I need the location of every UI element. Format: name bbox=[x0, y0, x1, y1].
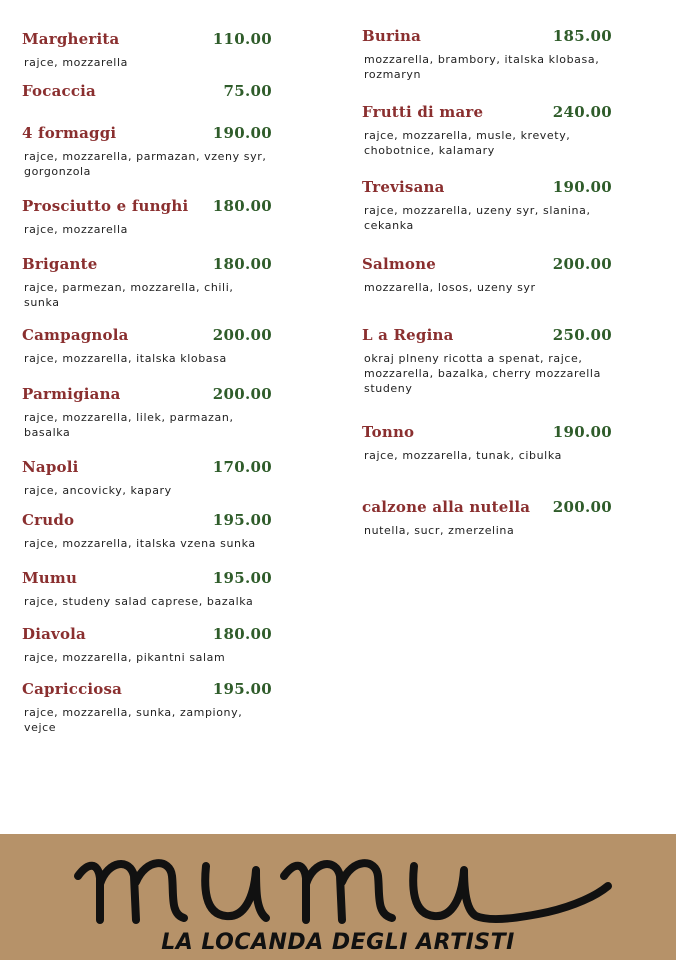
item-name: Salmone bbox=[362, 255, 436, 273]
item-price: 180.00 bbox=[212, 197, 272, 215]
item-description: rajce, mozzarella, uzeny syr, slanina, cekanka bbox=[364, 204, 591, 232]
item-description: mozzarella, losos, uzeny syr bbox=[364, 281, 536, 294]
menu-item bbox=[22, 30, 272, 70]
menu-item bbox=[362, 498, 612, 538]
menu-item bbox=[362, 178, 612, 233]
item-description: mozzarella, brambory, italska klobasa, rozmaryn bbox=[364, 53, 600, 81]
menu-item bbox=[362, 27, 612, 82]
menu-item bbox=[362, 255, 612, 295]
menu-item bbox=[22, 197, 272, 237]
item-description: rajce, mozzarella, sunka, zampiony, vejce bbox=[24, 706, 243, 734]
item-name: Parmigiana bbox=[22, 385, 121, 403]
item-name: Trevisana bbox=[362, 178, 445, 196]
menu-item bbox=[22, 385, 272, 440]
item-name: Prosciutto e funghi bbox=[22, 197, 189, 215]
menu-item bbox=[362, 423, 612, 463]
item-price: 200.00 bbox=[552, 255, 612, 273]
item-description: rajce, mozzarella, pikantni salam bbox=[24, 651, 226, 664]
menu-item bbox=[22, 124, 272, 179]
item-name: Capricciosa bbox=[22, 680, 123, 698]
item-description: rajce, mozzarella bbox=[24, 223, 128, 236]
item-description: rajce, parmezan, mozzarella, chili, sunka bbox=[24, 281, 234, 309]
item-description: rajce, ancovicky, kapary bbox=[24, 484, 172, 497]
item-description: rajce, mozzarella, lilek, parmazan, basalka bbox=[24, 411, 234, 439]
footer-banner bbox=[0, 834, 676, 960]
menu-item bbox=[22, 569, 272, 609]
item-price: 200.00 bbox=[552, 498, 612, 516]
item-price: 190.00 bbox=[212, 124, 272, 142]
item-description: okraj plneny ricotta a spenat, rajce, mozzarella, bazalka, cherry mozzarella studeny bbox=[364, 352, 601, 395]
item-name: L a Regina bbox=[362, 326, 454, 344]
item-description: rajce, mozzarella, italska klobasa bbox=[24, 352, 227, 365]
item-price: 185.00 bbox=[552, 27, 612, 45]
item-description: rajce, mozzarella, musle, krevety, chobotnice, kalamary bbox=[364, 129, 571, 157]
item-price: 180.00 bbox=[212, 255, 272, 273]
item-description: rajce, mozzarella, tunak, cibulka bbox=[364, 449, 562, 462]
item-price: 200.00 bbox=[212, 385, 272, 403]
mumu-logo bbox=[0, 834, 676, 934]
item-description: rajce, mozzarella, italska vzena sunka bbox=[24, 537, 256, 550]
item-name: Margherita bbox=[22, 30, 120, 48]
menu-item bbox=[22, 458, 272, 498]
item-description: rajce, mozzarella, parmazan, vzeny syr, gorgonzola bbox=[24, 150, 267, 178]
menu-item bbox=[362, 103, 612, 158]
item-name: Focaccia bbox=[22, 82, 96, 100]
menu-item bbox=[22, 255, 272, 310]
item-price: 200.00 bbox=[212, 326, 272, 344]
item-name: Frutti di mare bbox=[362, 103, 484, 121]
item-price: 170.00 bbox=[212, 458, 272, 476]
item-name: Diavola bbox=[22, 625, 86, 643]
item-price: 195.00 bbox=[212, 511, 272, 529]
item-name: Crudo bbox=[22, 511, 75, 529]
item-price: 190.00 bbox=[552, 423, 612, 441]
menu-item bbox=[22, 680, 272, 735]
item-price: 195.00 bbox=[212, 569, 272, 587]
item-price: 250.00 bbox=[552, 326, 612, 344]
item-price: 180.00 bbox=[212, 625, 272, 643]
menu-item bbox=[22, 82, 272, 106]
item-description: rajce, studeny salad caprese, bazalka bbox=[24, 595, 254, 608]
item-name: 4 formaggi bbox=[22, 124, 117, 142]
item-name: Brigante bbox=[22, 255, 98, 273]
item-price: 110.00 bbox=[212, 30, 272, 48]
item-name: Burina bbox=[362, 27, 422, 45]
menu-item bbox=[22, 326, 272, 366]
item-name: Mumu bbox=[22, 569, 78, 587]
menu-item bbox=[22, 511, 272, 551]
item-price: 75.00 bbox=[223, 82, 272, 100]
item-name: Campagnola bbox=[22, 326, 129, 344]
item-name: Napoli bbox=[22, 458, 79, 476]
item-description: rajce, mozzarella bbox=[24, 56, 128, 69]
menu-item bbox=[362, 326, 612, 396]
item-price: 190.00 bbox=[552, 178, 612, 196]
item-name: calzone alla nutella bbox=[362, 498, 531, 516]
item-price: 195.00 bbox=[212, 680, 272, 698]
item-description: nutella, sucr, zmerzelina bbox=[364, 524, 515, 537]
tagline: LA LOCANDA DEGLI ARTISTI bbox=[161, 930, 515, 955]
item-name: Tonno bbox=[362, 423, 415, 441]
menu-item bbox=[22, 625, 272, 665]
item-price: 240.00 bbox=[552, 103, 612, 121]
